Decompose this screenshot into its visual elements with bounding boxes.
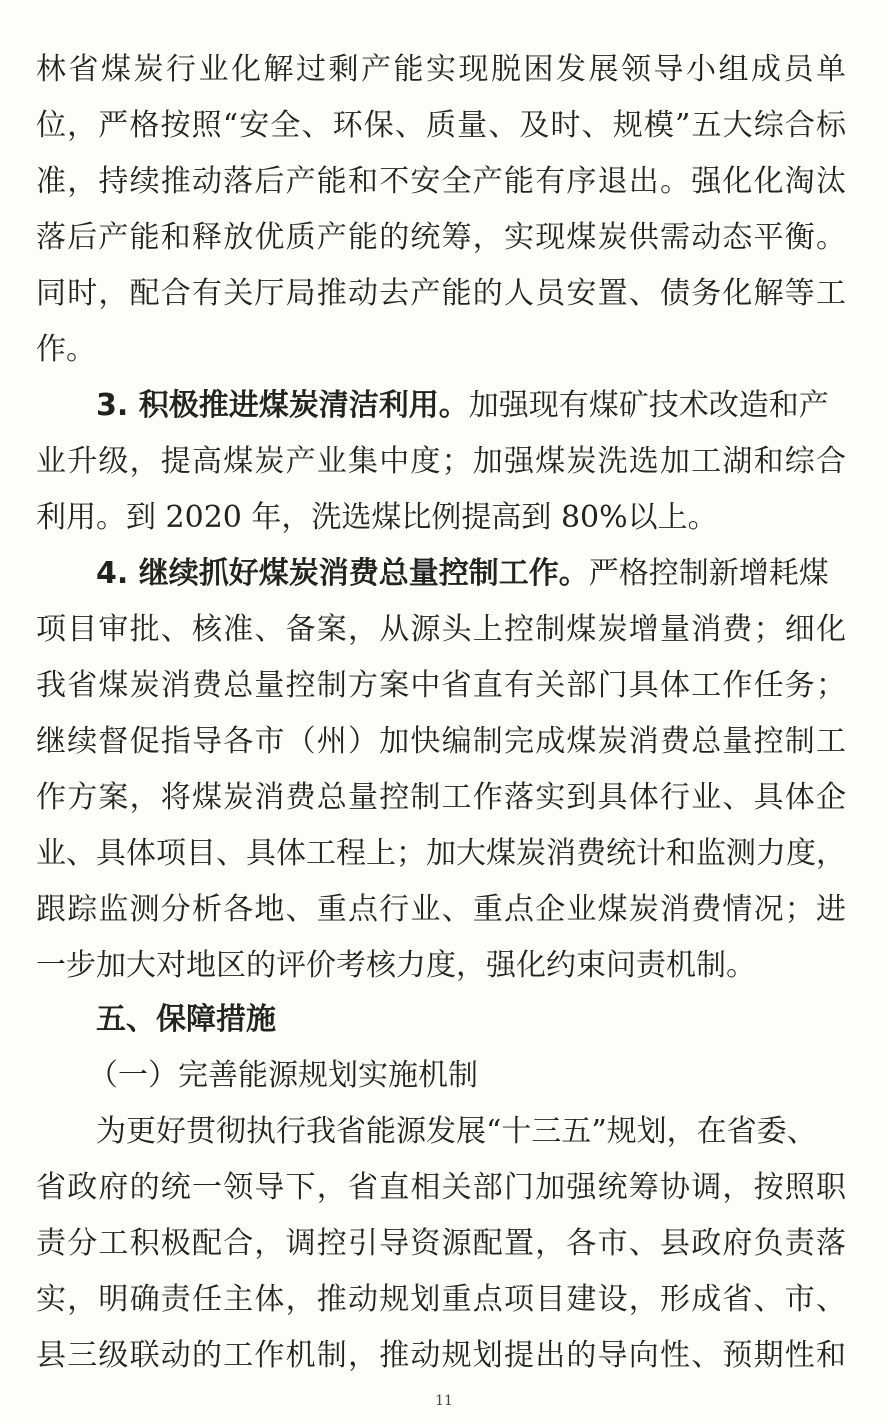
- item-3-text: 加强现有煤矿技术改造和产: [468, 388, 829, 423]
- text-line: 实，明确责任主体，推动规划重点项目建设，形成省、市、: [36, 1282, 846, 1317]
- subsection-heading: （一）完善能源规划实施机制: [88, 1058, 478, 1093]
- item-4-text: 严格控制新增耗煤: [588, 556, 829, 591]
- text-line: 继续督促指导各市（州）加快编制完成煤炭消费总量控制工: [36, 724, 846, 759]
- text-line: 林省煤炭行业化解过剩产能实现脱困发展领导小组成员单: [36, 52, 846, 87]
- item-4-title: 4. 继续抓好煤炭消费总量控制工作。: [96, 556, 589, 591]
- text-line: 同时，配合有关厅局推动去产能的人员安置、债务化解等工: [36, 276, 846, 311]
- text-line: 作方案，将煤炭消费总量控制工作落实到具体行业、具体企: [36, 780, 846, 815]
- text-line: 跟踪监测分析各地、重点行业、重点企业煤炭消费情况；进: [36, 892, 846, 927]
- text-line: 业升级，提高煤炭产业集中度；加强煤炭洗选加工湖和综合: [36, 444, 846, 479]
- text-line: 县三级联动的工作机制，推动规划提出的导向性、预期性和: [36, 1338, 846, 1373]
- item-3-first-line: [96, 384, 846, 428]
- text-line: 位，严格按照“安全、环保、质量、及时、规模”五大综合标: [36, 108, 846, 143]
- item-3-title: 3. 积极推进煤炭清洁利用。: [96, 388, 469, 423]
- page-number: 11: [435, 1393, 453, 1409]
- text-line: 一步加大对地区的评价考核力度，强化约束问责机制。: [36, 948, 756, 983]
- text-line: 准，持续推动落后产能和不安全产能有序退出。强化化淘汰: [36, 164, 846, 199]
- section-heading: 五、保障措施: [96, 1002, 276, 1037]
- text-line: 我省煤炭消费总量控制方案中省直有关部门具体工作任务；: [36, 668, 846, 703]
- text-line: 利用。到 2020 年，洗选煤比例提高到 80%以上。: [36, 500, 718, 535]
- text-line: 落后产能和释放优质产能的统筹，实现煤炭供需动态平衡。: [36, 220, 846, 255]
- text-line: 作。: [36, 332, 96, 367]
- text-line: 业、具体项目、具体工程上；加大煤炭消费统计和监测力度，: [36, 836, 846, 871]
- text-line: 省政府的统一领导下，省直相关部门加强统筹协调，按照职: [36, 1170, 846, 1205]
- text-line: 责分工积极配合，调控引导资源配置，各市、县政府负责落: [36, 1226, 846, 1261]
- text-line: 项目审批、核准、备案，从源头上控制煤炭增量消费；细化: [36, 612, 846, 647]
- item-4-first-line: [96, 552, 846, 596]
- text-line: 为更好贯彻执行我省能源发展“十三五”规划，在省委、: [96, 1114, 817, 1149]
